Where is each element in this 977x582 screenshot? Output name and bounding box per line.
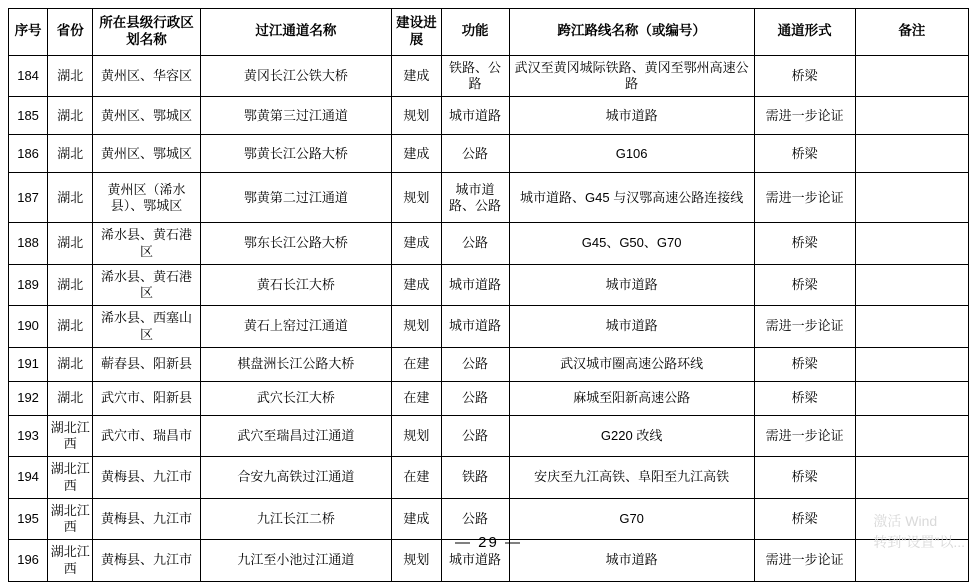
cell-route: 城市道路、G45 与汉鄂高速公路连接线 bbox=[509, 173, 754, 223]
cell-form: 桥梁 bbox=[754, 347, 855, 381]
cell-district: 黄州区、鄂城区 bbox=[93, 135, 200, 173]
cell-progress: 建成 bbox=[392, 264, 441, 306]
cell-province: 湖北 bbox=[48, 306, 93, 348]
table-row bbox=[9, 415, 969, 457]
cell-function: 城市道路 bbox=[441, 306, 509, 348]
cell-function: 城市道路 bbox=[441, 540, 509, 582]
table-row bbox=[9, 97, 969, 135]
cell-form: 需进一步论证 bbox=[754, 306, 855, 348]
cell-progress: 规划 bbox=[392, 415, 441, 457]
cell-crossing-name: 武穴至瑞昌过江通道 bbox=[200, 415, 392, 457]
cell-form: 桥梁 bbox=[754, 223, 855, 265]
cell-form: 桥梁 bbox=[754, 457, 855, 499]
cell-remark bbox=[855, 135, 968, 173]
cell-form: 需进一步论证 bbox=[754, 97, 855, 135]
cell-crossing-name: 鄂东长江公路大桥 bbox=[200, 223, 392, 265]
cell-no: 189 bbox=[9, 264, 48, 306]
cell-crossing-name: 鄂黄第三过江通道 bbox=[200, 97, 392, 135]
cell-district: 蕲春县、阳新县 bbox=[93, 347, 200, 381]
cell-no: 191 bbox=[9, 347, 48, 381]
cell-no: 186 bbox=[9, 135, 48, 173]
cell-function: 铁路 bbox=[441, 457, 509, 499]
cell-remark bbox=[855, 457, 968, 499]
cell-progress: 建成 bbox=[392, 135, 441, 173]
cell-form: 需进一步论证 bbox=[754, 540, 855, 582]
cell-progress: 在建 bbox=[392, 347, 441, 381]
cell-route: 安庆至九江高铁、阜阳至九江高铁 bbox=[509, 457, 754, 499]
cell-function: 城市道路 bbox=[441, 264, 509, 306]
cell-no: 196 bbox=[9, 540, 48, 582]
cell-progress: 在建 bbox=[392, 457, 441, 499]
cell-function: 公路 bbox=[441, 381, 509, 415]
cell-no: 193 bbox=[9, 415, 48, 457]
cell-form: 桥梁 bbox=[754, 135, 855, 173]
cell-province: 湖北 bbox=[48, 55, 93, 97]
cell-function: 城市道路 bbox=[441, 97, 509, 135]
table-row bbox=[9, 135, 969, 173]
cell-function: 公路 bbox=[441, 223, 509, 265]
cell-no: 188 bbox=[9, 223, 48, 265]
cell-crossing-name: 鄂黄第二过江通道 bbox=[200, 173, 392, 223]
cell-crossing-name: 武穴长江大桥 bbox=[200, 381, 392, 415]
cell-province: 湖北江西 bbox=[48, 457, 93, 499]
cell-remark bbox=[855, 347, 968, 381]
cell-district: 黄州区、鄂城区 bbox=[93, 97, 200, 135]
table-row bbox=[9, 457, 969, 499]
cell-progress: 规划 bbox=[392, 173, 441, 223]
cell-district: 黄州区、华容区 bbox=[93, 55, 200, 97]
column-header-function: 功能 bbox=[441, 9, 509, 56]
cell-crossing-name: 九江至小池过江通道 bbox=[200, 540, 392, 582]
column-header-province: 省份 bbox=[48, 9, 93, 56]
column-header-no: 序号 bbox=[9, 9, 48, 56]
cell-progress: 规划 bbox=[392, 306, 441, 348]
cell-crossing-name: 黄冈长江公铁大桥 bbox=[200, 55, 392, 97]
table-row bbox=[9, 381, 969, 415]
cell-form: 桥梁 bbox=[754, 264, 855, 306]
cell-remark bbox=[855, 306, 968, 348]
cell-district: 黄梅县、九江市 bbox=[93, 498, 200, 540]
cell-no: 184 bbox=[9, 55, 48, 97]
table-row bbox=[9, 173, 969, 223]
cell-remark bbox=[855, 173, 968, 223]
table-row bbox=[9, 347, 969, 381]
cell-route: G70 bbox=[509, 498, 754, 540]
cell-function: 公路 bbox=[441, 347, 509, 381]
cell-route: 武汉至黄冈城际铁路、黄冈至鄂州高速公路 bbox=[509, 55, 754, 97]
cell-district: 浠水县、黄石港区 bbox=[93, 223, 200, 265]
cell-district: 武穴市、瑞昌市 bbox=[93, 415, 200, 457]
cell-province: 湖北 bbox=[48, 381, 93, 415]
column-header-progress: 建设进展 bbox=[392, 9, 441, 56]
table-row bbox=[9, 306, 969, 348]
table-row bbox=[9, 223, 969, 265]
cell-crossing-name: 九江长江二桥 bbox=[200, 498, 392, 540]
cell-progress: 规划 bbox=[392, 540, 441, 582]
cell-route: 城市道路 bbox=[509, 540, 754, 582]
cell-district: 黄梅县、九江市 bbox=[93, 457, 200, 499]
watermark-line-2: 转到"设置"以... bbox=[873, 534, 965, 550]
cell-form: 桥梁 bbox=[754, 55, 855, 97]
cell-province: 湖北 bbox=[48, 347, 93, 381]
cell-function: 公路 bbox=[441, 415, 509, 457]
table-row bbox=[9, 264, 969, 306]
cell-function: 公路 bbox=[441, 498, 509, 540]
cell-district: 浠水县、西塞山区 bbox=[93, 306, 200, 348]
cell-no: 192 bbox=[9, 381, 48, 415]
cell-province: 湖北 bbox=[48, 135, 93, 173]
cell-form: 桥梁 bbox=[754, 498, 855, 540]
cell-progress: 建成 bbox=[392, 223, 441, 265]
cell-route: G106 bbox=[509, 135, 754, 173]
cell-progress: 在建 bbox=[392, 381, 441, 415]
column-header-remark: 备注 bbox=[855, 9, 968, 56]
cell-route: G220 改线 bbox=[509, 415, 754, 457]
cell-province: 湖北 bbox=[48, 97, 93, 135]
cell-province: 湖北 bbox=[48, 223, 93, 265]
cell-form: 需进一步论证 bbox=[754, 173, 855, 223]
cell-crossing-name: 合安九高铁过江通道 bbox=[200, 457, 392, 499]
cell-remark bbox=[855, 264, 968, 306]
cell-province: 湖北江西 bbox=[48, 498, 93, 540]
cell-route: G45、G50、G70 bbox=[509, 223, 754, 265]
bridge-crossing-table bbox=[8, 8, 969, 582]
watermark-line-1: 激活 Wind bbox=[873, 513, 938, 529]
cell-route: 武汉城市圈高速公路环线 bbox=[509, 347, 754, 381]
cell-district: 浠水县、黄石港区 bbox=[93, 264, 200, 306]
cell-remark bbox=[855, 97, 968, 135]
cell-province: 湖北 bbox=[48, 264, 93, 306]
cell-form: 桥梁 bbox=[754, 381, 855, 415]
cell-remark bbox=[855, 223, 968, 265]
table-row bbox=[9, 55, 969, 97]
table-header-row bbox=[9, 9, 969, 56]
cell-progress: 建成 bbox=[392, 498, 441, 540]
cell-progress: 规划 bbox=[392, 97, 441, 135]
cell-function: 城市道路、公路 bbox=[441, 173, 509, 223]
column-header-form: 通道形式 bbox=[754, 9, 855, 56]
cell-function: 铁路、公路 bbox=[441, 55, 509, 97]
cell-remark bbox=[855, 415, 968, 457]
cell-function: 公路 bbox=[441, 135, 509, 173]
column-header-district: 所在县级行政区划名称 bbox=[93, 9, 200, 56]
cell-crossing-name: 黄石上窑过江通道 bbox=[200, 306, 392, 348]
cell-progress: 建成 bbox=[392, 55, 441, 97]
cell-crossing-name: 棋盘洲长江公路大桥 bbox=[200, 347, 392, 381]
cell-form: 需进一步论证 bbox=[754, 415, 855, 457]
cell-remark bbox=[855, 55, 968, 97]
cell-no: 185 bbox=[9, 97, 48, 135]
cell-no: 187 bbox=[9, 173, 48, 223]
cell-route: 城市道路 bbox=[509, 306, 754, 348]
column-header-route: 跨江路线名称（或编号） bbox=[509, 9, 754, 56]
cell-crossing-name: 黄石长江大桥 bbox=[200, 264, 392, 306]
cell-district: 黄梅县、九江市 bbox=[93, 540, 200, 582]
cell-route: 城市道路 bbox=[509, 264, 754, 306]
cell-no: 190 bbox=[9, 306, 48, 348]
cell-crossing-name: 鄂黄长江公路大桥 bbox=[200, 135, 392, 173]
column-header-crossing-name: 过江通道名称 bbox=[200, 9, 392, 56]
cell-district: 武穴市、阳新县 bbox=[93, 381, 200, 415]
cell-route: 麻城至阳新高速公路 bbox=[509, 381, 754, 415]
cell-route: 城市道路 bbox=[509, 97, 754, 135]
cell-no: 194 bbox=[9, 457, 48, 499]
cell-district: 黄州区（浠水县）、鄂城区 bbox=[93, 173, 200, 223]
cell-province: 湖北 bbox=[48, 173, 93, 223]
cell-province: 湖北江西 bbox=[48, 540, 93, 582]
cell-remark bbox=[855, 381, 968, 415]
cell-province: 湖北江西 bbox=[48, 415, 93, 457]
cell-no: 195 bbox=[9, 498, 48, 540]
page-number: — 29 — bbox=[454, 534, 523, 551]
